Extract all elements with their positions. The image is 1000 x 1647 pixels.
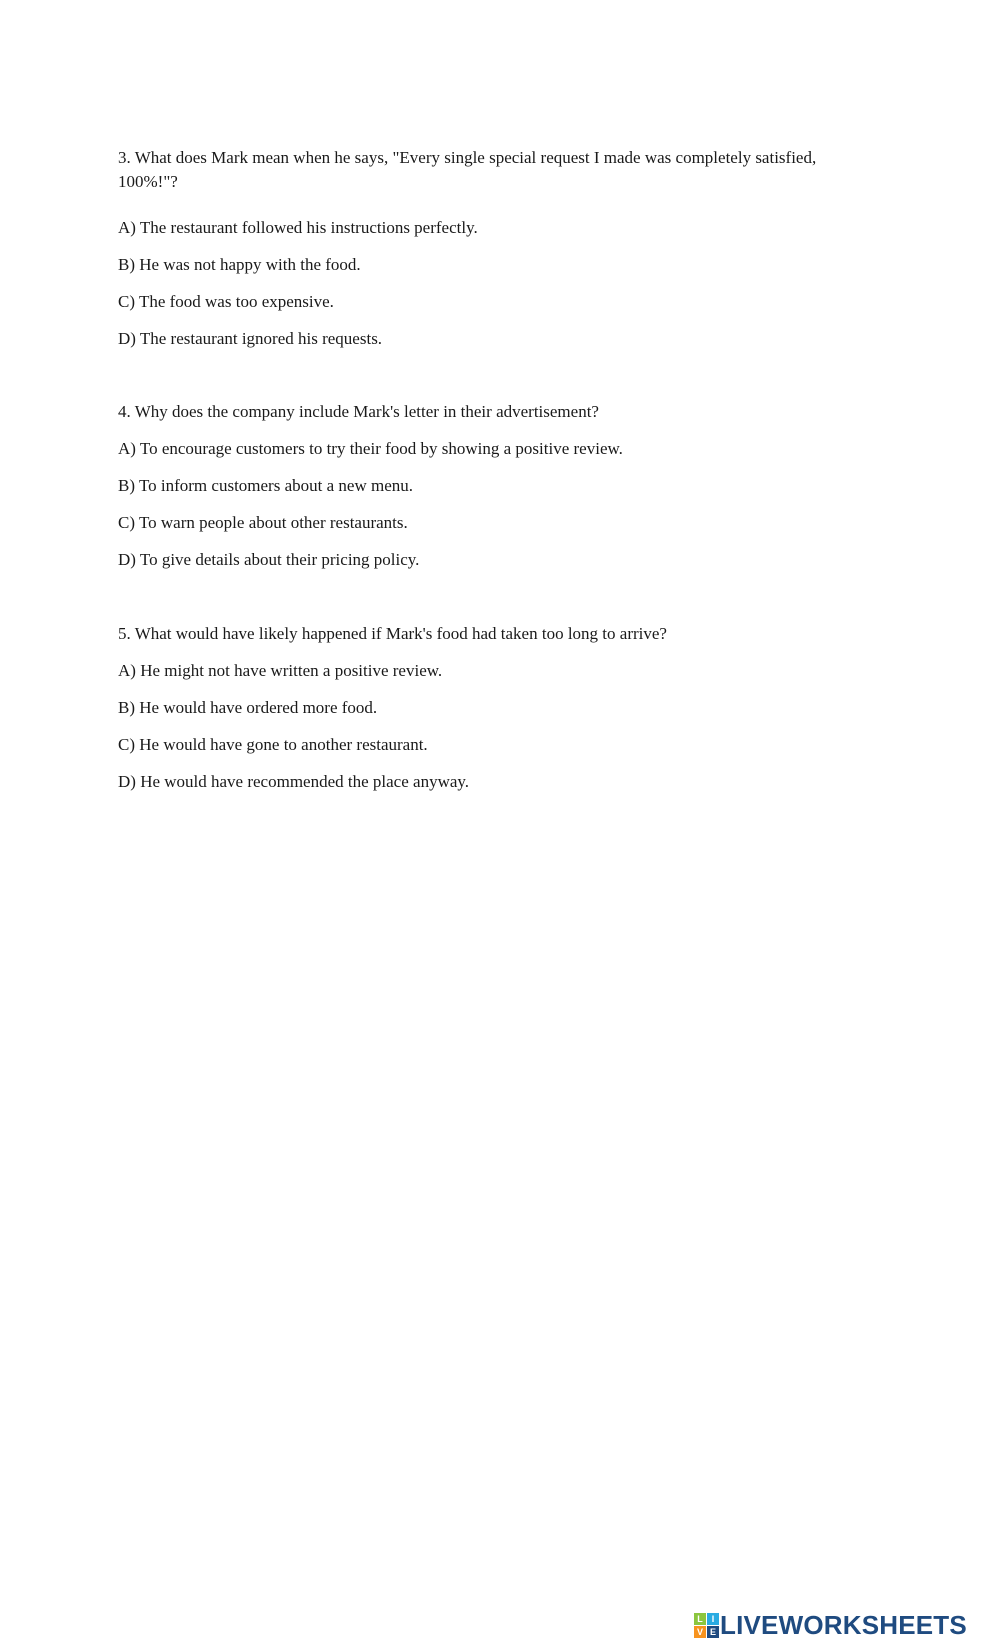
logo-mark-l: L — [694, 1613, 706, 1625]
question-5-option-b: B) He would have ordered more food. — [118, 698, 378, 717]
question-5-option-c: C) He would have gone to another restaurant. — [118, 735, 428, 754]
question-5-option-a: A) He might not have written a positive review. — [118, 661, 443, 680]
question-5-option-d: D) He would have recommended the place anyway. — [118, 772, 470, 791]
liveworksheets-logo-text: LIVEWORKSHEETS — [720, 1610, 967, 1640]
question-4-option-d: D) To give details about their pricing policy. — [118, 550, 420, 569]
liveworksheets-logo-icon — [694, 1613, 718, 1637]
question-3-option-d: D) The restaurant ignored his requests. — [118, 329, 383, 348]
question-3-option-c: C) The food was too expensive. — [118, 292, 334, 311]
question-4-option-b: B) To inform customers about a new menu. — [118, 476, 413, 495]
question-4-prompt: 4. Why does the company include Mark's letter in their advertisement? — [118, 402, 599, 421]
liveworksheets-logo[interactable] — [694, 1612, 967, 1638]
question-3-option-b: B) He was not happy with the food. — [118, 255, 361, 274]
question-3-prompt: 3. What does Mark mean when he says, "Every single special request I made was completely satisfied, 100%!"? — [118, 148, 817, 191]
question-5-prompt: 5. What would have likely happened if Mark's food had taken too long to arrive? — [118, 624, 667, 643]
logo-mark-e: E — [707, 1626, 719, 1638]
logo-mark-v: V — [694, 1626, 706, 1638]
logo-mark-i: I — [707, 1613, 719, 1625]
question-4-option-c: C) To warn people about other restaurants. — [118, 513, 408, 532]
question-4-option-a: A) To encourage customers to try their food by showing a positive review. — [118, 439, 623, 458]
question-3-option-a: A) The restaurant followed his instructions perfectly. — [118, 218, 478, 237]
